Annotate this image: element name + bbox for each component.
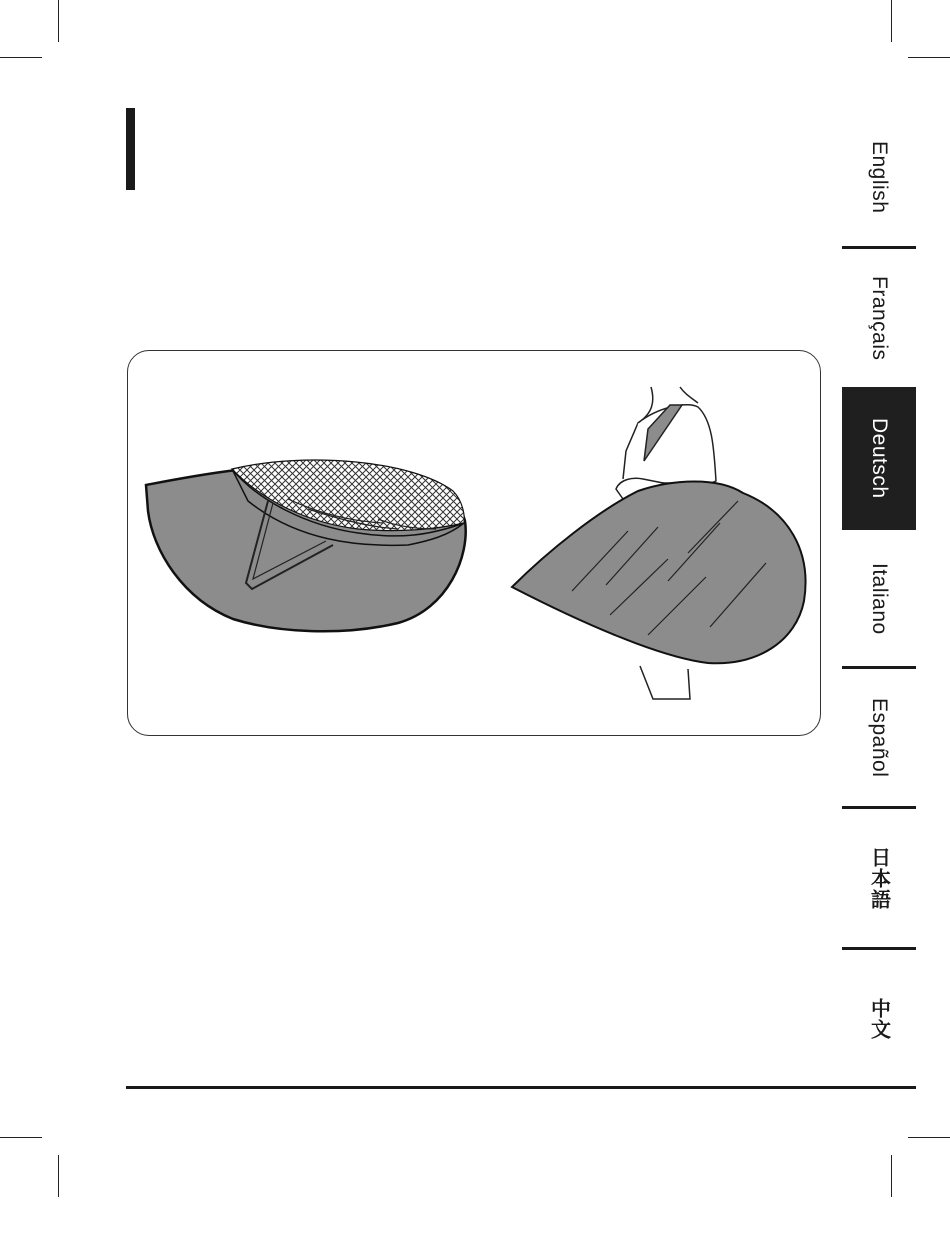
language-tab-label: Deutsch bbox=[868, 418, 891, 499]
language-tab-english[interactable] bbox=[842, 108, 916, 246]
tab-divider bbox=[842, 666, 916, 669]
language-tab-label: Español bbox=[868, 698, 891, 778]
crop-mark-top-left-v bbox=[58, 0, 59, 42]
crop-mark-bottom-right-h bbox=[908, 1137, 950, 1138]
illustration-frame bbox=[127, 350, 821, 736]
crop-mark-top-left-h bbox=[0, 57, 42, 58]
tab-divider bbox=[842, 947, 916, 950]
language-tab-label: 中文 bbox=[867, 998, 890, 1040]
language-tab-deutsch[interactable] bbox=[842, 387, 916, 530]
folded-cover-drawing bbox=[146, 460, 466, 631]
language-tab-japanese[interactable] bbox=[842, 809, 916, 947]
section-title-bar bbox=[126, 108, 135, 190]
person-with-cover-drawing bbox=[512, 387, 806, 699]
crop-mark-top-right-v bbox=[891, 0, 892, 42]
crop-mark-bottom-left-v bbox=[58, 1155, 59, 1197]
footer-rule bbox=[126, 1086, 916, 1089]
language-tab-chinese[interactable] bbox=[842, 950, 916, 1088]
language-tab-label: English bbox=[868, 140, 891, 214]
language-tab-label: Français bbox=[868, 275, 891, 361]
language-tab-label: 日本語 bbox=[867, 846, 890, 910]
cover-illustration bbox=[128, 351, 822, 737]
language-tab-label: Italiano bbox=[868, 562, 891, 635]
crop-mark-bottom-left-h bbox=[0, 1137, 42, 1138]
language-tabs bbox=[842, 108, 916, 1088]
crop-mark-top-right-h bbox=[908, 57, 950, 58]
language-tab-francais[interactable] bbox=[842, 249, 916, 387]
crop-mark-bottom-right-v bbox=[891, 1155, 892, 1197]
language-tab-italiano[interactable] bbox=[842, 530, 916, 667]
tab-divider bbox=[842, 246, 916, 249]
tab-divider bbox=[842, 806, 916, 809]
language-tab-espanol[interactable] bbox=[842, 670, 916, 806]
